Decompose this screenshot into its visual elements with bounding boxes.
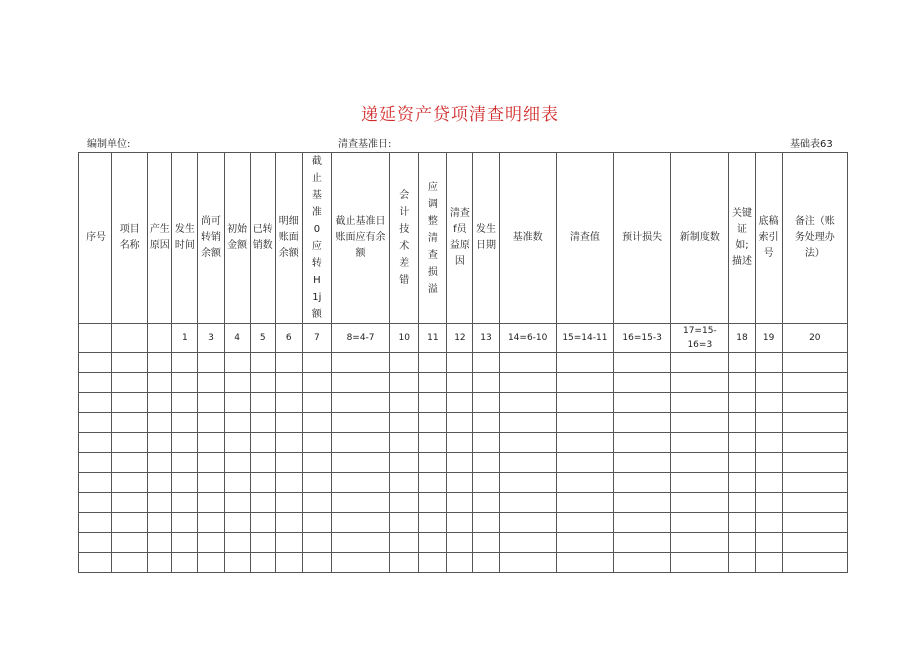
header-row xyxy=(79,153,848,324)
index-cell xyxy=(79,324,112,353)
table-cell[interactable] xyxy=(224,553,250,573)
table-cell[interactable] xyxy=(782,353,847,373)
table-cell[interactable] xyxy=(172,453,198,473)
table-cell[interactable] xyxy=(556,453,613,473)
table-cell[interactable] xyxy=(447,453,473,473)
table-cell[interactable] xyxy=(419,513,447,533)
table-cell[interactable] xyxy=(419,493,447,513)
table-cell[interactable] xyxy=(275,433,302,453)
table-cell[interactable] xyxy=(390,433,419,453)
table-cell[interactable] xyxy=(499,553,556,573)
table-cell[interactable] xyxy=(79,513,112,533)
table-cell[interactable] xyxy=(224,473,250,493)
table-cell[interactable] xyxy=(499,393,556,413)
table-cell[interactable] xyxy=(198,473,224,493)
table-cell[interactable] xyxy=(556,353,613,373)
table-cell[interactable] xyxy=(302,393,331,413)
col-header-ledger-balance: 明细账面余额 xyxy=(275,153,302,324)
col-header-item-name: 项目名称 xyxy=(112,153,148,324)
table-cell[interactable] xyxy=(499,373,556,393)
table-cell[interactable] xyxy=(447,553,473,573)
table-cell[interactable] xyxy=(148,493,172,513)
table-cell[interactable] xyxy=(224,413,250,433)
table-cell[interactable] xyxy=(729,353,755,373)
table-cell[interactable] xyxy=(302,533,331,553)
table-cell[interactable] xyxy=(331,393,389,413)
table-cell[interactable] xyxy=(556,513,613,533)
table-cell[interactable] xyxy=(614,373,671,393)
index-cell: 6 xyxy=(275,324,302,353)
table-cell[interactable] xyxy=(755,393,782,413)
table-cell[interactable] xyxy=(473,533,499,553)
table-cell[interactable] xyxy=(198,413,224,433)
table-cell[interactable] xyxy=(390,353,419,373)
table-cell[interactable] xyxy=(250,493,275,513)
table-cell[interactable] xyxy=(79,533,112,553)
table-cell[interactable] xyxy=(755,533,782,553)
index-cell: 11 xyxy=(419,324,447,353)
table-cell[interactable] xyxy=(729,553,755,573)
table-cell[interactable] xyxy=(419,453,447,473)
index-cell: 16=15-3 xyxy=(614,324,671,353)
table-cell[interactable] xyxy=(473,413,499,433)
table-cell[interactable] xyxy=(499,453,556,473)
col-header-transfer-amount: 截止基准0应转H1j额 xyxy=(302,153,331,324)
table-cell[interactable] xyxy=(331,553,389,573)
table-cell[interactable] xyxy=(447,513,473,533)
table-cell[interactable] xyxy=(473,553,499,573)
inventory-table xyxy=(78,152,848,573)
table-cell[interactable] xyxy=(390,533,419,553)
table-cell[interactable] xyxy=(671,513,729,533)
table-cell[interactable] xyxy=(112,513,148,533)
index-cell: 13 xyxy=(473,324,499,353)
table-cell[interactable] xyxy=(755,553,782,573)
table-cell[interactable] xyxy=(250,513,275,533)
table-cell[interactable] xyxy=(224,513,250,533)
table-cell[interactable] xyxy=(250,553,275,573)
table-cell[interactable] xyxy=(250,473,275,493)
index-cell: 7 xyxy=(302,324,331,353)
table-cell[interactable] xyxy=(782,453,847,473)
table-cell[interactable] xyxy=(112,493,148,513)
table-cell[interactable] xyxy=(419,533,447,553)
table-cell[interactable] xyxy=(302,473,331,493)
table-cell[interactable] xyxy=(112,433,148,453)
table-cell[interactable] xyxy=(275,393,302,413)
table-cell[interactable] xyxy=(302,413,331,433)
col-header-book-balance: 截止基准日账面应有余额 xyxy=(331,153,389,324)
table-cell[interactable] xyxy=(671,373,729,393)
compiling-unit-label: 编制单位: xyxy=(87,139,131,150)
table-row xyxy=(79,553,848,573)
table-cell[interactable] xyxy=(275,453,302,473)
table-row xyxy=(79,393,848,413)
table-cell[interactable] xyxy=(79,553,112,573)
col-header-adjust-profit-loss: 应调整清查损溢 xyxy=(419,153,447,324)
col-header-seq: 序号 xyxy=(79,153,112,324)
table-cell[interactable] xyxy=(224,493,250,513)
table-cell[interactable] xyxy=(302,353,331,373)
col-header-accounting-error: 会计技术差错 xyxy=(390,153,419,324)
table-cell[interactable] xyxy=(729,433,755,453)
index-cell: 15=14-11 xyxy=(556,324,613,353)
table-cell[interactable] xyxy=(390,393,419,413)
table-row xyxy=(79,433,848,453)
table-cell[interactable] xyxy=(148,433,172,453)
table-cell[interactable] xyxy=(112,353,148,373)
document-title: 递延资产贷项清查明细表 xyxy=(361,105,559,125)
table-cell[interactable] xyxy=(729,533,755,553)
table-cell[interactable] xyxy=(614,393,671,413)
table-cell[interactable] xyxy=(447,353,473,373)
table-cell[interactable] xyxy=(112,553,148,573)
col-header-loss-reason: 清查f员益原因 xyxy=(447,153,473,324)
table-cell[interactable] xyxy=(275,473,302,493)
table-row xyxy=(79,453,848,473)
table-cell[interactable] xyxy=(198,453,224,473)
table-cell[interactable] xyxy=(419,553,447,573)
table-cell[interactable] xyxy=(172,353,198,373)
table-cell[interactable] xyxy=(729,413,755,433)
table-cell[interactable] xyxy=(614,533,671,553)
table-cell[interactable] xyxy=(499,513,556,533)
table-cell[interactable] xyxy=(614,553,671,573)
table-cell[interactable] xyxy=(79,433,112,453)
table-cell[interactable] xyxy=(302,433,331,453)
table-cell[interactable] xyxy=(198,353,224,373)
table-cell[interactable] xyxy=(79,393,112,413)
table-cell[interactable] xyxy=(782,473,847,493)
table-cell[interactable] xyxy=(198,433,224,453)
table-cell[interactable] xyxy=(782,533,847,553)
table-cell[interactable] xyxy=(755,513,782,533)
table-cell[interactable] xyxy=(419,353,447,373)
table-cell[interactable] xyxy=(729,453,755,473)
table-cell[interactable] xyxy=(148,353,172,373)
table-cell[interactable] xyxy=(782,493,847,513)
index-cell: 8=4-7 xyxy=(331,324,389,353)
table-cell[interactable] xyxy=(473,513,499,533)
table-cell[interactable] xyxy=(556,553,613,573)
table-cell[interactable] xyxy=(112,413,148,433)
col-header-remarks: 备注（账务处理办法） xyxy=(782,153,847,324)
table-cell[interactable] xyxy=(755,413,782,433)
table-cell[interactable] xyxy=(556,393,613,413)
table-cell[interactable] xyxy=(224,393,250,413)
table-cell[interactable] xyxy=(499,413,556,433)
table-cell[interactable] xyxy=(729,513,755,533)
table-cell[interactable] xyxy=(79,453,112,473)
table-cell[interactable] xyxy=(172,473,198,493)
table-cell[interactable] xyxy=(198,513,224,533)
table-cell[interactable] xyxy=(473,453,499,473)
index-cell: 4 xyxy=(224,324,250,353)
index-cell: 12 xyxy=(447,324,473,353)
table-row xyxy=(79,533,848,553)
table-cell[interactable] xyxy=(148,393,172,413)
table-cell[interactable] xyxy=(473,493,499,513)
table-cell[interactable] xyxy=(148,373,172,393)
table-cell[interactable] xyxy=(390,373,419,393)
table-cell[interactable] xyxy=(556,413,613,433)
table-cell[interactable] xyxy=(614,353,671,373)
table-cell[interactable] xyxy=(148,473,172,493)
table-cell[interactable] xyxy=(473,353,499,373)
index-cell: 19 xyxy=(755,324,782,353)
table-cell[interactable] xyxy=(755,373,782,393)
table-cell[interactable] xyxy=(79,373,112,393)
table-cell[interactable] xyxy=(447,413,473,433)
table-cell[interactable] xyxy=(148,513,172,533)
table-cell[interactable] xyxy=(671,353,729,373)
table-cell[interactable] xyxy=(250,433,275,453)
table-cell[interactable] xyxy=(331,413,389,433)
table-cell[interactable] xyxy=(302,513,331,533)
table-cell[interactable] xyxy=(79,493,112,513)
table-cell[interactable] xyxy=(275,513,302,533)
table-cell[interactable] xyxy=(447,533,473,553)
table-cell[interactable] xyxy=(275,493,302,513)
table-cell[interactable] xyxy=(447,473,473,493)
table-cell[interactable] xyxy=(390,473,419,493)
index-cell: 20 xyxy=(782,324,847,353)
table-cell[interactable] xyxy=(250,453,275,473)
blank-rows xyxy=(79,353,848,573)
table-cell[interactable] xyxy=(172,493,198,513)
index-cell: 17=15-16=3 xyxy=(671,324,729,353)
table-cell[interactable] xyxy=(331,473,389,493)
table-cell[interactable] xyxy=(275,373,302,393)
col-header-expected-loss: 预计损失 xyxy=(614,153,671,324)
table-cell[interactable] xyxy=(473,433,499,453)
table-cell[interactable] xyxy=(447,373,473,393)
table-cell[interactable] xyxy=(224,533,250,553)
col-header-new-system-number: 新制度数 xyxy=(671,153,729,324)
table-cell[interactable] xyxy=(112,533,148,553)
table-cell[interactable] xyxy=(79,473,112,493)
table-cell[interactable] xyxy=(755,353,782,373)
table-cell[interactable] xyxy=(148,533,172,553)
table-cell[interactable] xyxy=(148,413,172,433)
table-cell[interactable] xyxy=(419,473,447,493)
table-cell[interactable] xyxy=(499,493,556,513)
table-cell[interactable] xyxy=(250,413,275,433)
table-cell[interactable] xyxy=(419,433,447,453)
table-cell[interactable] xyxy=(224,453,250,473)
table-cell[interactable] xyxy=(198,533,224,553)
table-cell[interactable] xyxy=(390,553,419,573)
table-cell[interactable] xyxy=(172,413,198,433)
table-cell[interactable] xyxy=(419,393,447,413)
table-cell[interactable] xyxy=(419,373,447,393)
table-cell[interactable] xyxy=(198,553,224,573)
table-cell[interactable] xyxy=(172,533,198,553)
table-cell[interactable] xyxy=(755,433,782,453)
table-row xyxy=(79,413,848,433)
index-cell xyxy=(148,324,172,353)
table-cell[interactable] xyxy=(782,433,847,453)
table-cell[interactable] xyxy=(331,353,389,373)
table-cell[interactable] xyxy=(390,453,419,473)
table-cell[interactable] xyxy=(782,513,847,533)
table-cell[interactable] xyxy=(671,433,729,453)
table-cell[interactable] xyxy=(499,533,556,553)
col-header-workpaper-index: 底稿索引号 xyxy=(755,153,782,324)
table-cell[interactable] xyxy=(614,433,671,453)
table-cell[interactable] xyxy=(390,413,419,433)
table-cell[interactable] xyxy=(499,433,556,453)
table-cell[interactable] xyxy=(614,413,671,433)
table-cell[interactable] xyxy=(671,533,729,553)
index-cell: 10 xyxy=(390,324,419,353)
table-cell[interactable] xyxy=(79,413,112,433)
table-row xyxy=(79,353,848,373)
form-code: 基础表63 xyxy=(790,139,833,150)
table-row xyxy=(79,493,848,513)
table-cell[interactable] xyxy=(614,493,671,513)
table-cell[interactable] xyxy=(473,473,499,493)
table-cell[interactable] xyxy=(473,393,499,413)
table-cell[interactable] xyxy=(729,393,755,413)
table-cell[interactable] xyxy=(331,513,389,533)
col-header-occur-date: 发生日期 xyxy=(473,153,499,324)
index-cell: 3 xyxy=(198,324,224,353)
table-cell[interactable] xyxy=(198,493,224,513)
table-cell[interactable] xyxy=(250,353,275,373)
col-header-occur-time: 发生时间 xyxy=(172,153,198,324)
table-cell[interactable] xyxy=(224,353,250,373)
table-cell[interactable] xyxy=(755,493,782,513)
table-cell[interactable] xyxy=(172,393,198,413)
table-cell[interactable] xyxy=(556,433,613,453)
table-cell[interactable] xyxy=(275,533,302,553)
table-cell[interactable] xyxy=(729,373,755,393)
table-cell[interactable] xyxy=(275,413,302,433)
table-cell[interactable] xyxy=(782,553,847,573)
table-cell[interactable] xyxy=(112,373,148,393)
column-index-row xyxy=(79,324,848,353)
table-cell[interactable] xyxy=(148,453,172,473)
table-cell[interactable] xyxy=(331,373,389,393)
table-cell[interactable] xyxy=(755,453,782,473)
table-cell[interactable] xyxy=(331,493,389,513)
table-cell[interactable] xyxy=(556,373,613,393)
table-cell[interactable] xyxy=(499,353,556,373)
table-cell[interactable] xyxy=(671,473,729,493)
table-cell[interactable] xyxy=(275,553,302,573)
base-date-label: 清查基准日: xyxy=(338,139,392,150)
table-cell[interactable] xyxy=(447,433,473,453)
table-cell[interactable] xyxy=(198,373,224,393)
table-cell[interactable] xyxy=(250,373,275,393)
table-cell[interactable] xyxy=(499,473,556,493)
table-cell[interactable] xyxy=(729,473,755,493)
table-cell[interactable] xyxy=(447,493,473,513)
table-cell[interactable] xyxy=(79,353,112,373)
index-cell: 5 xyxy=(250,324,275,353)
table-cell[interactable] xyxy=(302,453,331,473)
table-cell[interactable] xyxy=(112,473,148,493)
table-cell[interactable] xyxy=(782,393,847,413)
table-row xyxy=(79,373,848,393)
table-cell[interactable] xyxy=(302,553,331,573)
table-cell[interactable] xyxy=(148,553,172,573)
index-cell: 18 xyxy=(729,324,755,353)
index-cell: 14=6-10 xyxy=(499,324,556,353)
table-cell[interactable] xyxy=(729,493,755,513)
table-cell[interactable] xyxy=(671,493,729,513)
table-cell[interactable] xyxy=(671,393,729,413)
table-cell[interactable] xyxy=(331,433,389,453)
col-header-key-evidence: 关键证如;描述 xyxy=(729,153,755,324)
table-cell[interactable] xyxy=(556,533,613,553)
table-cell[interactable] xyxy=(447,393,473,413)
table-cell[interactable] xyxy=(390,493,419,513)
table-cell[interactable] xyxy=(172,513,198,533)
table-cell[interactable] xyxy=(556,473,613,493)
table-row xyxy=(79,473,848,493)
table-cell[interactable] xyxy=(112,453,148,473)
table-cell[interactable] xyxy=(250,393,275,413)
table-cell[interactable] xyxy=(331,533,389,553)
table-cell[interactable] xyxy=(224,433,250,453)
table-cell[interactable] xyxy=(302,373,331,393)
table-cell[interactable] xyxy=(198,393,224,413)
table-cell[interactable] xyxy=(671,453,729,473)
table-cell[interactable] xyxy=(112,393,148,413)
table-cell[interactable] xyxy=(614,453,671,473)
table-cell[interactable] xyxy=(473,373,499,393)
col-header-verified-value: 清查值 xyxy=(556,153,613,324)
index-cell xyxy=(112,324,148,353)
table-cell[interactable] xyxy=(224,373,250,393)
col-header-base-number: 基准数 xyxy=(499,153,556,324)
index-cell: 1 xyxy=(172,324,198,353)
col-header-initial-amount: 初始金额 xyxy=(224,153,250,324)
table-cell[interactable] xyxy=(671,413,729,433)
table-cell[interactable] xyxy=(755,473,782,493)
table-cell[interactable] xyxy=(172,553,198,573)
table-cell[interactable] xyxy=(614,513,671,533)
col-header-cause: 产生原因 xyxy=(148,153,172,324)
table-row xyxy=(79,513,848,533)
table-cell[interactable] xyxy=(390,513,419,533)
table-cell[interactable] xyxy=(275,353,302,373)
table-cell[interactable] xyxy=(556,493,613,513)
table-cell[interactable] xyxy=(419,413,447,433)
table-cell[interactable] xyxy=(302,493,331,513)
table-cell[interactable] xyxy=(782,413,847,433)
table-cell[interactable] xyxy=(331,453,389,473)
table-cell[interactable] xyxy=(614,473,671,493)
table-cell[interactable] xyxy=(782,373,847,393)
table-cell[interactable] xyxy=(172,433,198,453)
table-cell[interactable] xyxy=(250,533,275,553)
table-cell[interactable] xyxy=(172,373,198,393)
col-header-written-off: 已转销数 xyxy=(250,153,275,324)
table-cell[interactable] xyxy=(671,553,729,573)
col-header-remaining-balance: 尚可转销余额 xyxy=(198,153,224,324)
